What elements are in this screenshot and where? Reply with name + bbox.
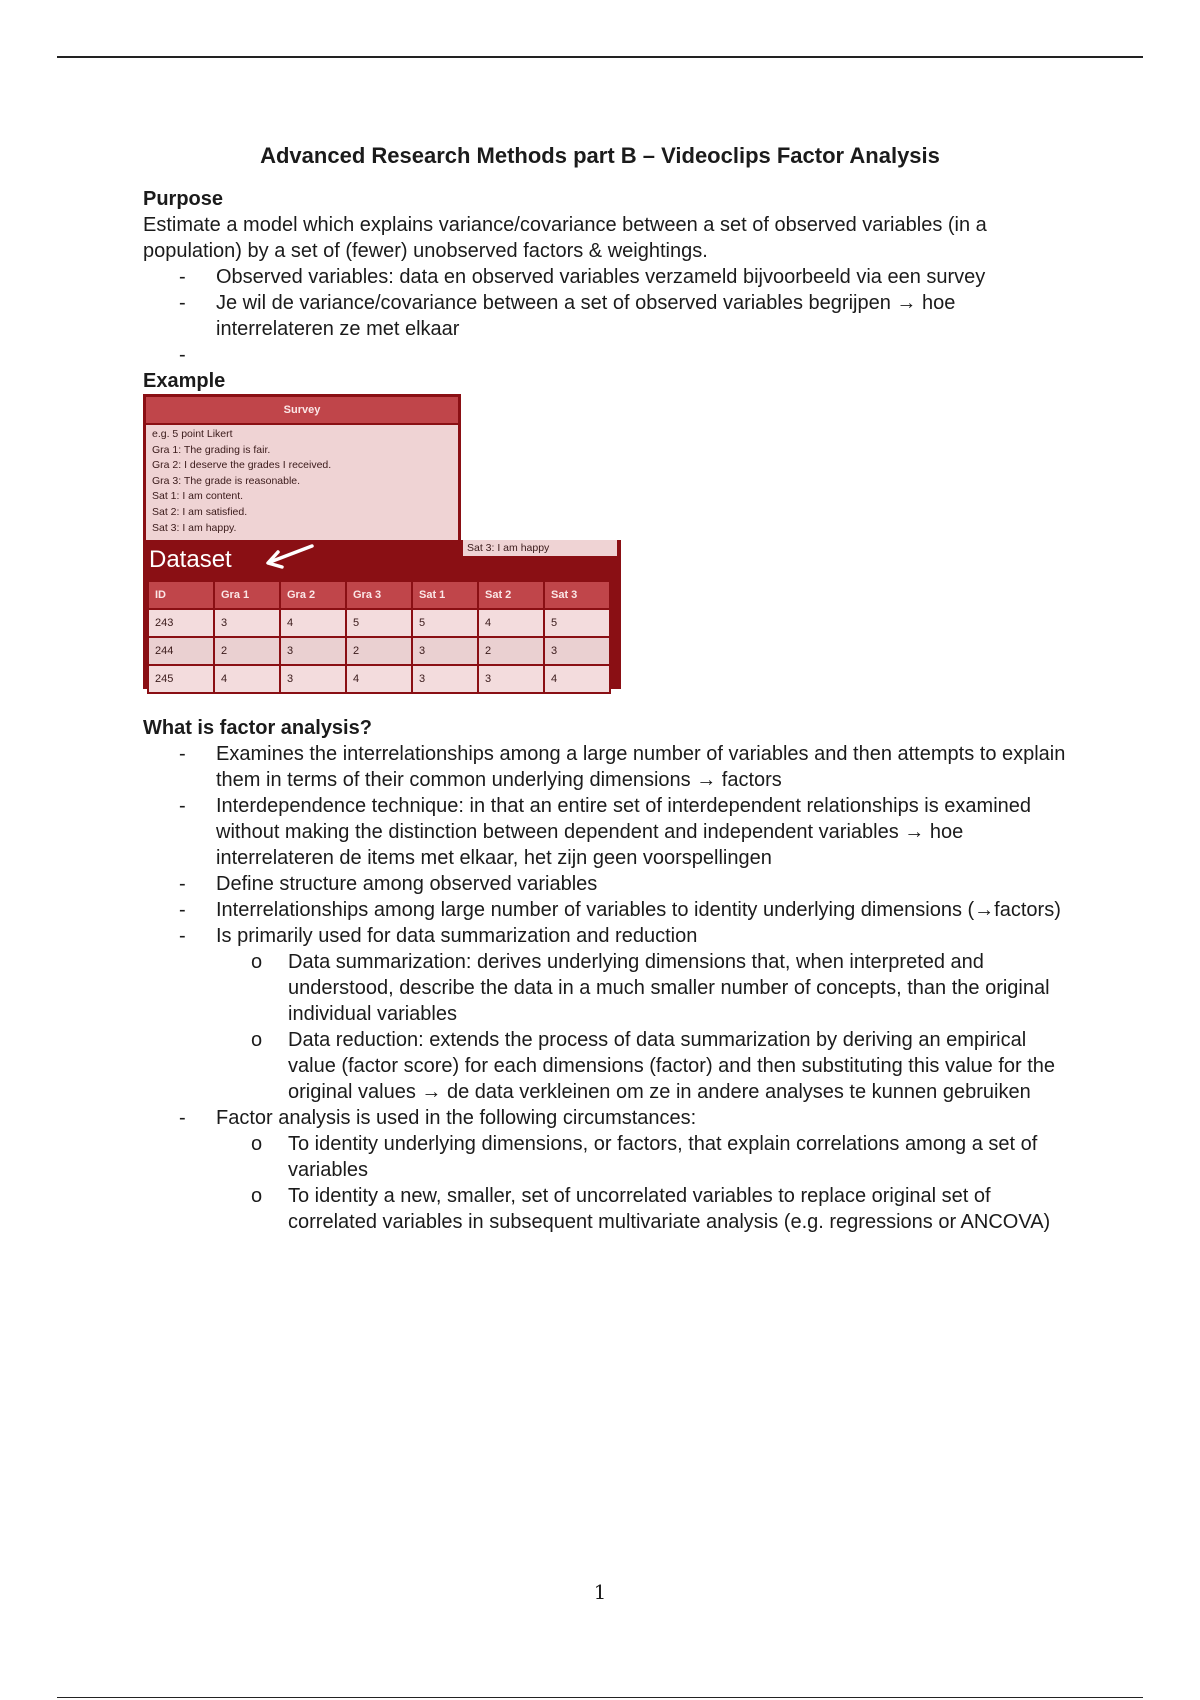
column-header: ID — [148, 581, 214, 609]
survey-title: Survey — [146, 397, 458, 423]
what-is-bullets — [143, 741, 1073, 1235]
column-header: Sat 3 — [544, 581, 610, 609]
bullet-text: Factor analysis is used in the following circumstances: — [216, 1107, 697, 1129]
arrow-icon — [258, 540, 318, 574]
survey-line: Gra 3: The grade is reasonable. — [152, 474, 301, 487]
dataset-panel — [143, 540, 621, 689]
bullet-text: Examines the interrelationships among a large number of variables and then attempts to explain them in terms of their common underlying dimensions → factors — [216, 743, 1066, 791]
table-cell: 5 — [544, 609, 610, 637]
table-cell: 4 — [346, 665, 412, 693]
table-cell: 3 — [478, 665, 544, 693]
table-row — [148, 609, 610, 637]
bullet-text: Interdependence technique: in that an entire set of interdependent relationships is examined without making the distinction between dependent and independent variables → hoe interrelateren de items met elkaar, het zijn geen voorspellingen — [216, 795, 1031, 869]
list-item — [143, 949, 1073, 1027]
list-item — [143, 897, 1073, 923]
survey-panel — [143, 394, 461, 544]
column-header: Gra 3 — [346, 581, 412, 609]
dataset-table — [147, 580, 611, 694]
list-item — [143, 1105, 1073, 1235]
list-item — [143, 923, 1073, 1105]
survey-line: Gra 1: The grading is fair. — [152, 443, 271, 456]
survey-line: Sat 1: I am content. — [152, 490, 244, 503]
list-item — [143, 342, 1073, 368]
what-is-heading: What is factor analysis? — [143, 717, 372, 739]
bullet-text: Observed variables: data en observed variables verzameld bijvoorbeeld via een survey — [216, 266, 986, 288]
dash-marker: - — [179, 292, 186, 314]
column-header: Sat 1 — [412, 581, 478, 609]
list-item — [143, 1183, 1073, 1235]
circle-marker: o — [251, 1133, 263, 1155]
dash-marker: - — [179, 743, 186, 765]
list-item — [143, 1027, 1073, 1105]
dash-marker: - — [179, 899, 186, 921]
column-header: Gra 1 — [214, 581, 280, 609]
bullet-text: To identity a new, smaller, set of uncorrelated variables to replace original set of correlated variables in subsequent multivariate analysis (e.g. regressions or ANCOVA) — [288, 1185, 1051, 1233]
purpose-text: Estimate a model which explains variance/covariance between a set of observed variables (in a population) by a set of (fewer) unobserved factors & weightings. — [143, 214, 987, 262]
column-header: Sat 2 — [478, 581, 544, 609]
table-cell: 3 — [412, 665, 478, 693]
table-header-row — [148, 581, 610, 609]
bullet-text: Interrelationships among large number of variables to identity underlying dimensions (→factors) — [216, 899, 1061, 921]
list-item — [143, 871, 1073, 897]
table-cell: 4 — [280, 609, 346, 637]
purpose-bullets — [143, 264, 1073, 368]
survey-line: Gra 2: I deserve the grades I received. — [152, 459, 332, 472]
example-heading: Example — [143, 370, 226, 392]
document-body — [143, 186, 1073, 1235]
table-cell: 4 — [214, 665, 280, 693]
table-cell: 243 — [148, 609, 214, 637]
bullet-text: Data reduction: extends the process of data summarization by deriving an empirical value (factor score) for each dimensions (factor) and then substituting this value for the original values → de data verkleinen om ze in andere analyses te kunnen gebruiken — [288, 1029, 1056, 1103]
circle-marker: o — [251, 1029, 263, 1051]
dash-marker: - — [179, 873, 186, 895]
dataset-title: Dataset — [149, 546, 232, 573]
document-title: Advanced Research Methods part B – Videoclips Factor Analysis — [260, 143, 940, 168]
bullet-text: Define structure among observed variables — [216, 873, 598, 895]
dash-marker: - — [179, 795, 186, 817]
table-cell: 2 — [346, 637, 412, 665]
table-cell: 245 — [148, 665, 214, 693]
bullet-text: To identity underlying dimensions, or factors, that explain correlations among a set of variables — [288, 1133, 1038, 1181]
table-cell: 5 — [412, 609, 478, 637]
sub-list — [216, 1131, 1073, 1235]
table-cell: 3 — [412, 637, 478, 665]
bullet-text: Je wil de variance/covariance between a set of observed variables begrijpen → hoe interrelateren ze met elkaar — [216, 292, 956, 340]
sub-list — [216, 949, 1073, 1105]
footer-rule — [57, 1697, 1143, 1698]
table-cell: 3 — [280, 637, 346, 665]
purpose-heading: Purpose — [143, 188, 224, 210]
table-cell: 3 — [544, 637, 610, 665]
sat3-note: Sat 3: I am happy — [463, 540, 617, 556]
table-cell: 244 — [148, 637, 214, 665]
page-number: 1 — [593, 1580, 607, 1604]
list-item — [143, 793, 1073, 871]
survey-line: Sat 2: I am satisfied. — [152, 505, 248, 518]
survey-line: Sat 3: I am happy. — [152, 521, 237, 534]
survey-line: e.g. 5 point Likert — [152, 428, 233, 440]
dash-marker: - — [179, 266, 186, 288]
circle-marker: o — [251, 951, 263, 973]
table-cell: 5 — [346, 609, 412, 637]
dash-marker: - — [179, 925, 186, 947]
circle-marker: o — [251, 1185, 263, 1207]
table-cell: 4 — [478, 609, 544, 637]
list-item — [143, 290, 1073, 342]
column-header: Gra 2 — [280, 581, 346, 609]
table-cell: 3 — [280, 665, 346, 693]
bullet-text: Data summarization: derives underlying dimensions that, when interpreted and understood, describe the data in a much smaller number of concepts, than the original individual variables — [288, 951, 1050, 1025]
table-row — [148, 637, 610, 665]
header-rule — [57, 56, 1143, 58]
survey-items — [146, 425, 458, 542]
example-figure — [143, 394, 621, 689]
table-cell: 2 — [214, 637, 280, 665]
dash-marker: - — [179, 1107, 186, 1129]
list-item — [143, 264, 1073, 290]
bullet-text: Is primarily used for data summarization and reduction — [216, 925, 698, 947]
table-cell: 3 — [214, 609, 280, 637]
list-item — [143, 1131, 1073, 1183]
dash-marker: - — [179, 344, 186, 366]
list-item — [143, 741, 1073, 793]
table-cell: 4 — [544, 665, 610, 693]
table-cell: 2 — [478, 637, 544, 665]
table-row — [148, 665, 610, 693]
